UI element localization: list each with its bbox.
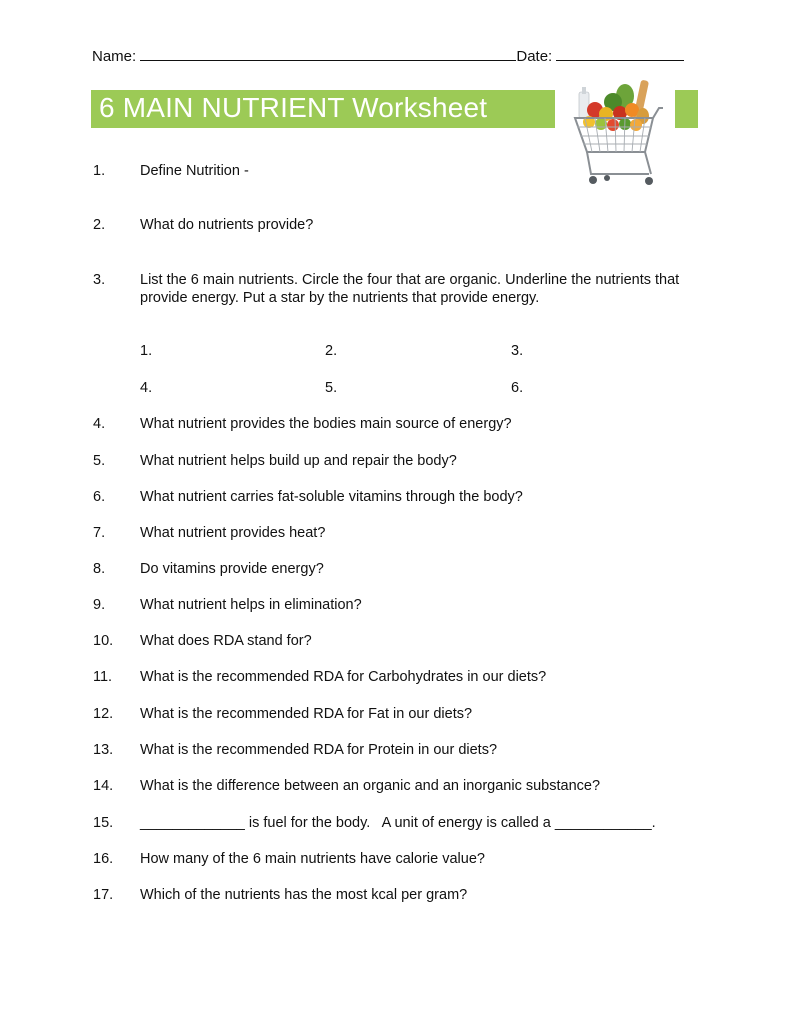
question-text: Do vitamins provide energy? [140,561,324,577]
nutrient-slot-1: 1. [140,343,153,359]
question-number: 4. [93,416,106,432]
question-10 [93,632,703,650]
nutrient-slot-3: 3. [511,343,524,359]
question-text: What is the recommended RDA for Protein in our diets? [140,742,498,758]
question-text: List the 6 main nutrients. Circle the four that are organic. Underline the nutrients that provide energy. Put a star by the nutrients that provide energy. [140,272,680,306]
name-blank [140,46,516,61]
question-number: 1. [93,163,106,179]
question-number: 8. [93,561,106,577]
question-number: 7. [93,525,106,541]
question-text: What nutrient helps build up and repair the body? [140,453,457,469]
question-16 [93,850,703,868]
name-date-line [92,46,684,65]
question-12 [93,705,703,723]
question-11 [93,668,703,686]
date-label: Date: [516,48,553,65]
question-number: 6. [93,489,106,505]
question-1 [93,162,703,180]
nutrient-slot-6: 6. [511,380,524,396]
question-number: 11. [93,669,113,685]
nutrient-slot-2: 2. [325,343,338,359]
question-text: _____________ is fuel for the body. A unit of energy is called a ____________. [140,815,656,831]
question-text: What is the difference between an organic and an inorganic substance? [140,778,601,794]
question-number: 3. [93,272,106,288]
question-text: What nutrient provides the bodies main source of energy? [140,416,512,432]
nutrient-slot-5: 5. [325,380,338,396]
name-label: Name: [92,48,137,65]
question-text: Which of the nutrients has the most kcal per gram? [140,887,468,903]
question-13 [93,741,703,759]
question-number: 16. [93,851,114,867]
question-3 [93,271,703,307]
question-number: 5. [93,453,106,469]
question-2 [93,216,703,234]
question-text: What nutrient carries fat-soluble vitamins through the body? [140,489,523,505]
page-title: 6 MAIN NUTRIENT Worksheet [99,92,488,123]
question-14 [93,777,703,795]
question-17 [93,886,703,904]
question-number: 13. [93,742,114,758]
nutrient-slot-4: 4. [140,380,153,396]
question-text: What does RDA stand for? [140,633,312,649]
question-text: What nutrient provides heat? [140,525,326,541]
question-15 [93,814,703,832]
question-7 [93,524,703,542]
question-number: 2. [93,217,106,233]
question-8 [93,560,703,578]
question-text: What do nutrients provide? [140,217,314,233]
question-5 [93,452,703,470]
question-9 [93,596,703,614]
title-bar-accent [675,90,698,128]
question-text: What nutrient helps in elimination? [140,597,362,613]
question-text: How many of the 6 main nutrients have calorie value? [140,851,485,867]
date-blank [556,46,684,61]
question-text: What is the recommended RDA for Fat in our diets? [140,706,473,722]
question-text: What is the recommended RDA for Carbohydrates in our diets? [140,669,547,685]
question-text: Define Nutrition - [140,163,249,179]
question-number: 15. [93,815,114,831]
question-6 [93,488,703,506]
question-number: 12. [93,706,114,722]
question-4 [93,415,703,433]
question-number: 14. [93,778,114,794]
question-number: 17. [93,887,114,903]
question-number: 9. [93,597,106,613]
question-number: 10. [93,633,114,649]
